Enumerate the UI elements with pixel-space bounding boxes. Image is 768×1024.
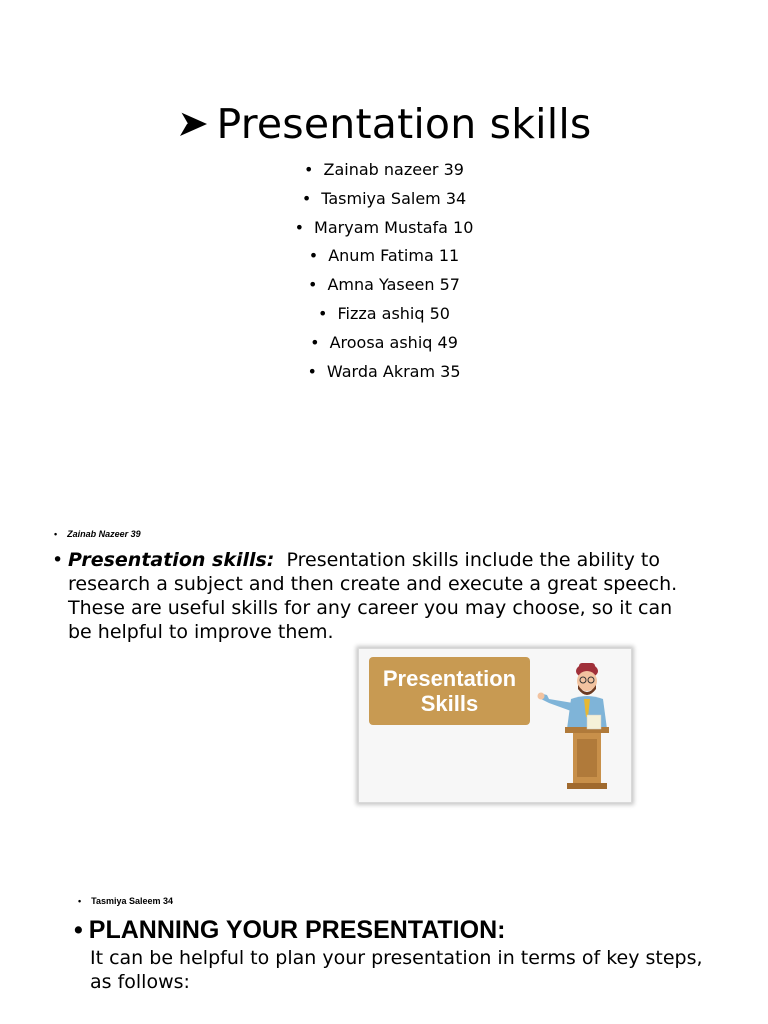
arrow-bullet-icon xyxy=(177,108,209,140)
slide3-body: It can be helpful to plan your presentation in terms of key steps, as follows: xyxy=(90,947,703,993)
slide1-title: Presentation skills xyxy=(216,100,592,148)
list-item: • Fizza ashiq 50 xyxy=(318,303,450,323)
list-item: • Tasmiya Salem 34 xyxy=(301,188,467,208)
slide2-lead: Presentation skills: xyxy=(68,549,275,571)
slide3-author: • Tasmiya Saleem 34 xyxy=(78,896,174,906)
list-item: • Warda Akram 35 xyxy=(307,361,461,381)
list-item: • Anum Fatima 11 xyxy=(308,246,460,266)
list-item: • Zainab nazeer 39 xyxy=(304,160,464,179)
list-item: • Aroosa ashiq 49 xyxy=(310,332,458,352)
member-list xyxy=(0,158,768,388)
presenter-at-podium-icon xyxy=(535,651,627,799)
bullet: • xyxy=(52,549,64,571)
slide3-heading: • PLANNING YOUR PRESENTATION: xyxy=(74,916,506,944)
image-banner: Presentation Skills xyxy=(369,657,530,725)
slide2-body: Presentation skills include the ability to research a subject and then create and execute a great speech. These are useful skills for any career you may choose, so it can be helpful to improve them. xyxy=(68,549,678,643)
slide2-author: • Zainab Nazeer 39 xyxy=(54,529,141,539)
slide2-paragraph xyxy=(52,548,692,644)
slide1-title-row xyxy=(0,100,768,148)
presentation-skills-image xyxy=(358,648,632,803)
list-item: • Maryam Mustafa 10 xyxy=(294,217,474,237)
list-item: • Amna Yaseen 57 xyxy=(308,275,460,295)
